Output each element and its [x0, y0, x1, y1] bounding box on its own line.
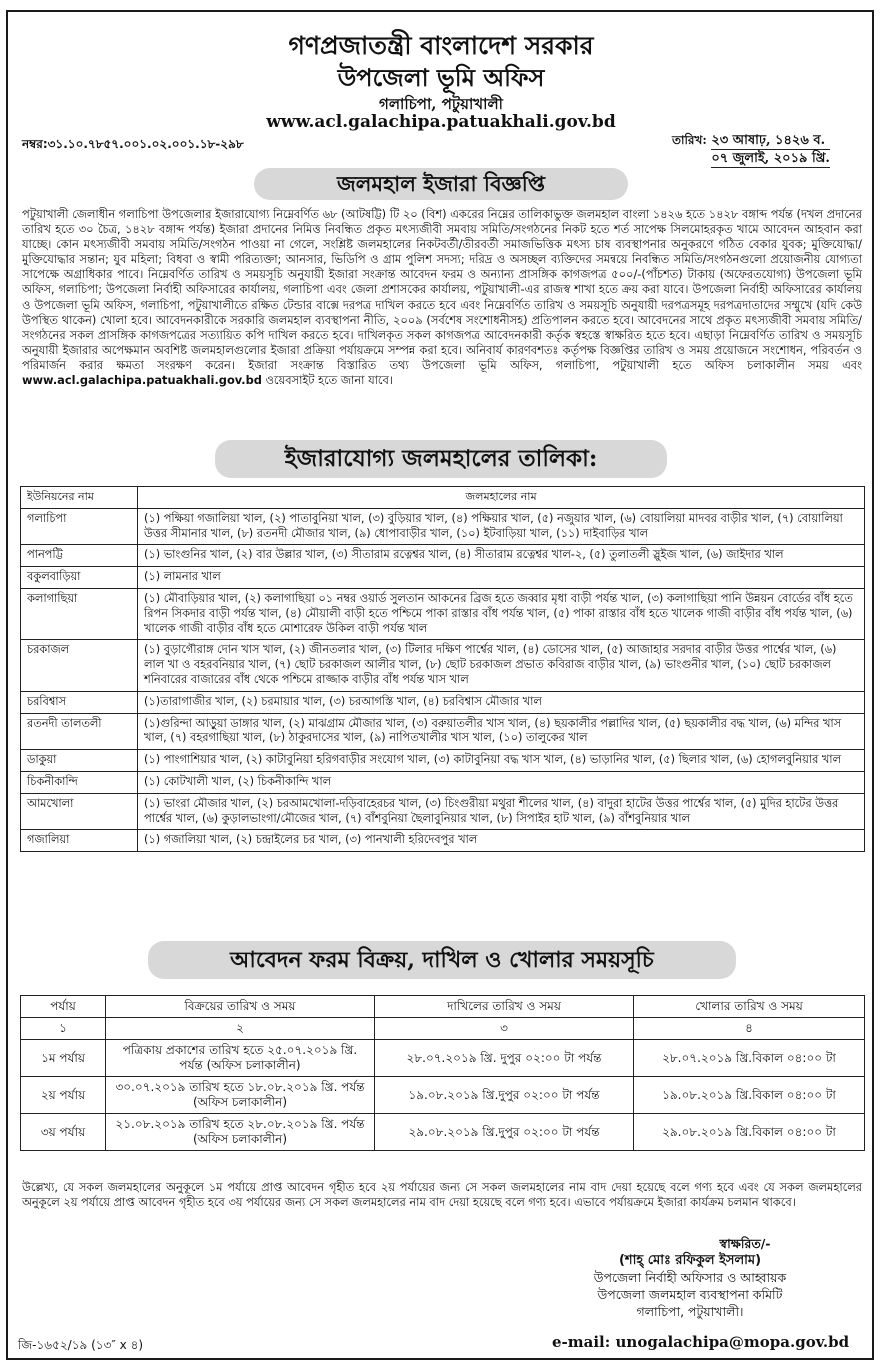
contact-email[interactable]: e-mail: unogalachipa@mopa.gov.bd	[552, 1333, 850, 1351]
waterbody-names: (১) কোটখালী খাল, (২) চিকনীকান্দি খাল	[138, 771, 865, 793]
govt-title: গণপ্রজাতন্ত্রী বাংলাদেশ সরকার	[288, 31, 594, 60]
waterbody-names: (১) পাংগাশিয়ার খাল, (২) কাটাবুনিয়া হরিগবাড়ীর সংযোগ খাল, (৩) কাটাবুনিয়া বদ্ধ খাস খাল, (৪) ভাড়ানির খাল, (৫) ছিলার খাল, (৬) হোগলবুনিয়ার খাল	[138, 750, 865, 772]
waterbody-table	[20, 486, 865, 852]
schedule-number: ৪	[634, 1018, 865, 1040]
table-row	[21, 793, 865, 830]
signatory-designation: উপজেলা নির্বাহী অফিসার ও আহ্বায়ক	[593, 1270, 787, 1285]
notice-body-link[interactable]: www.acl.galachipa.patuakhali.gov.bd	[22, 373, 262, 388]
notice-body-text: পটুয়াখালী জেলাধীন গলাচিপা উপজেলার ইজারাযোগ্য নিম্নেবর্ণিত ৬৮ (আটষট্টি) টি ২০ (বিশ) একরের নিম্নের তালিকাভুক্ত জলমহাল বাংলা ১৪২৬ হতে ১৪২৮ বঙ্গাব্দ পর্যন্ত (দখল প্রদানের তারিখ হতে ৩০ চৈত্র, ১৪২৮ বঙ্গাব্দ পর্যন্ত) ইজারা প্রদানের নিমিত্ত নিবন্ধিত প্রকৃত মৎস্যজীবী সমবায় সমিতি/সংগঠনের নিকট হতে শর্ত সাপেক্ষ সিলমোহরকৃত খামে আবেদন আহবান করা যাচ্ছে। কোন মৎস্যজীবী সমবায় সমিতি/সংগঠন পাওয়া না গেলে, সংশ্লিষ্ট জলমহালের নিকটবর্তী/তীরবর্তী সমাজভিত্তিক মৎস্য চাষ ব্যবস্থাপনার অনুকরণে গঠিত বেকার যুবক; মুক্তিযোদ্ধা/মুক্তিযোদ্ধার সন্তান; যুব মহিলা; বিধবা ও স্বামী পরিত্যক্তা; আনসার, ভিডিপি ও গ্রাম পুলিশ সদস্য; দরিদ্র ও অসচ্ছল ব্যক্তিদের সমন্বয়ে নিবন্ধিত সমিতি/সংগঠনগুলো প্রয়োজনীয় যোগ্যতা সাপেক্ষে অগ্রাধিকার পাবে। নিম্নেবর্ণিত তারিখ ও সময়সূচি অনুযায়ী ইজারা সংক্রান্ত আবেদন ফরম ও অন্যান্য প্রাসঙ্গিক কাগজপত্র ৫০০/-(পাঁচশত) টাকায় (অফেরতযোগ্য) উপজেলা ভূমি অফিস, গলাচিপা; উপজেলা নির্বাহী অফিসারের কার্যালয়, গলাচিপা এবং জেলা প্রশাসকের কার্যালয়, পটুয়াখালী-এর রাজস্ব শাখা হতে ক্রয় করা যাবে। উপজেলা নির্বাহী অফিসারের কার্যালয় ও উপজেলা ভূমি অফিস, গলাচিপা, পটুয়াখালীতে রক্ষিত টেন্ডার বাক্সে দরপত্র দাখিল করতে হবে এবং নিম্নেবর্ণিত তারিখ ও সময়সূচি অনুযায়ী দরপত্রসমূহ দরপত্রদাতাদের সম্মুখে (যদি কেউ উপস্থিত থাকেন) খোলা হবে। আবেদনকারীকে সরকারি জলমহাল ব্যবস্থাপনা নীতি, ২০০৯ (সর্বশেষ সংশোধনীসহ) প্রতিপালন করতে হবে। আবেদনের সাথে প্রকৃত মৎস্যজীবী সমবায় সমিতি/সংগঠনের সকল প্রাসঙ্গিক কাগজপত্রের সত্যায়িত কপি দাখিল করতে হবে। দাখিলকৃত সকল কাগজপত্র আবেদনকারী কর্তৃক স্বহস্তে স্বাক্ষরিত হতে হবে। এছাড়া নিম্নেবর্ণিত তারিখ ও সময়সূচি অনুযায়ী ইজারার অপেক্ষমান অবশিষ্ট জলমহালগুলোর ইজারা প্রক্রিয়া পর্যায়ক্রমে সম্পন্ন করা হবে। অনিবার্য কারণবশতঃ কর্তৃপক্ষ বিজ্ঞপ্তির তারিখ ও সময় প্রয়োজনে সংশোধন, পরিবর্তন ও পরিমার্জন করার ক্ষমতা সংরক্ষণ করেন। ইজারা সংক্রান্ত বিস্তারিত তথ্য উপজেলা ভূমি অফিস, গলাচিপা, পটুয়াখালী হতে অফিস চলাকালীন সময় এবং	[22, 207, 862, 372]
union-name: চরকাজল	[21, 640, 138, 691]
table-row	[21, 588, 865, 639]
notice-body	[22, 207, 862, 388]
schedule-sale: ২১.০৮.২০১৯ তারিখ হতে ২৮.০৮.২০১৯ খ্রি. পর্যন্ত (অফিস চলাকালীন)	[106, 1114, 375, 1151]
office-website[interactable]: www.acl.galachipa.patuakhali.gov.bd	[266, 112, 616, 132]
table-row	[21, 750, 865, 772]
notice-title: জলমহাল ইজারা বিজ্ঞপ্তি	[254, 168, 628, 200]
union-name: চিকনীকান্দি	[21, 771, 138, 793]
union-name: কলাগাছিয়া	[21, 588, 138, 639]
schedule-open: ১৯.০৮.২০১৯ খ্রি.বিকাল ০৪:০০ টা	[634, 1077, 865, 1114]
union-header: ইউনিয়নের নাম	[21, 487, 138, 509]
schedule-sale: পত্রিকায় প্রকাশের তারিখ হতে ২৫.০৭.২০১৯ খ্রি. পর্যন্ত (অফিস চলাকালীন)	[106, 1040, 375, 1077]
waterbody-names: (১) গজালিয়া খাল, (২) চন্দ্রাইলের চর খাল, (৩) পানখালী হরিদেবপুর খাল	[138, 830, 865, 852]
waterbody-header: জলমহালের নাম	[138, 487, 865, 509]
union-name: গলাচিপা	[21, 508, 138, 545]
schedule-submit: ১৯.০৮.২০১৯ খ্রি.দুপুর ০২:০০ টা পর্যন্ত	[375, 1077, 634, 1114]
schedule-number-row	[21, 1018, 865, 1040]
waterbody-names: (১) লামনার খাল	[138, 567, 865, 589]
union-name: বকুলবাড়িয়া	[21, 567, 138, 589]
office-title: উপজেলা ভূমি অফিস	[337, 63, 545, 92]
schedule-number: ৩	[375, 1018, 634, 1040]
union-name: ডাকুয়া	[21, 750, 138, 772]
schedule-phase: ১ম পর্যায়	[21, 1040, 106, 1077]
date-label: তারিখ:	[672, 133, 707, 147]
schedule-row	[21, 1114, 865, 1151]
union-name: পানপট্টি	[21, 545, 138, 567]
schedule-number: ১	[21, 1018, 106, 1040]
table-row	[21, 508, 865, 545]
table-row	[21, 640, 865, 691]
table-row	[21, 713, 865, 750]
waterbody-names: (১)তারাগাজীর খাল, (২) চরমায়ার খাল, (৩) চরআগস্তি খাল, (৪) চরবিশ্বাস মৌজার খাল	[138, 691, 865, 713]
waterbody-names: (১) ভাংরা মৌজার খাল, (২) চরআমখোলা-দড়িবাহেরচর খাল, (৩) চিংগুরীয়া মথুরা শীলের খাল, (৪) বাদুরা হাটের উত্তর পার্শ্বের খাল, (৫) মুদির হাটের উত্তর পার্শ্বের খাল, (৬) কুড়ালভাংগা/মৌজের খাল, (৭) বাঁশবুনিয়া ছৈলাবুনিয়ার খাল, (৮) সিপাইর হাট খাল, (৯) বাঁশবুনিয়ার খাল	[138, 793, 865, 830]
table-row	[21, 830, 865, 852]
schedule-open: ২৮.০৭.২০১৯ খ্রি.বিকাল ০৪:০০ টা	[634, 1040, 865, 1077]
table-header-row	[21, 487, 865, 509]
date-block	[672, 132, 830, 168]
date-english: ০৭ জুলাই, ২০১৯ খ্রি.	[711, 151, 830, 166]
waterbody-names: (১) বুড়াগৌরাঙ্গ দোন খাস খাল, (২) জীনতলার খাল, (৩) টিলার দক্ষিণ পার্শ্বের খাল, (৪) ডোসের খাল, (৫) আজাহার সরদার বাড়ীর উত্তর পার্শ্বের খাল, (৬) লাল খা ও বহরবনিয়ার খাল, (৭) ছোট চরকাজল আলীর খাল, (৮) ছোট চরকাজল প্রভাত কবিরাজ বাড়ীর খাল, (৯) ভাংগুনীর খাল, (১০) ছোট চরকাজল শনিবারের বাজারের বাঁধ থেকে পশ্চিমে রাজ্জাক বাড়ীর বাঁধ পর্যন্ত খাস খাল	[138, 640, 865, 691]
schedule-row	[21, 1040, 865, 1077]
waterbody-names: (১) মৌবাড়িয়ার খাল, (২) কলাগাছিয়া ০১ নম্বর ওয়ার্ড সুলতান আকনের ব্রিজ হতে জব্বার মৃধা বাড়ী পর্যন্ত খাল, (৩) কলাগাছিয়া পানি উন্নয়ন বোর্ডের বাঁধ হতে রিপন সিকদার বাড়ী পর্যন্ত খাল, (৪) মৌয়ালী বাড়ী হতে পশ্চিমে পাকা রাস্তার বাঁধ পর্যন্ত খাল, (৫) পাকা রাস্তার বাঁধ হতে খালেক গাজী বাড়ীর বাঁধ পর্যন্ত খাল, (৬) খালেক গাজী বাড়ীর বাঁধ হতে মোশারেফ উকিল বাড়ী পর্যন্ত খাল	[138, 588, 865, 639]
schedule-phase: ২য় পর্যায়	[21, 1077, 106, 1114]
date-bangla: ২৩ আষাঢ়, ১৪২৬ ব.	[711, 132, 830, 150]
signatory-place: গলাচিপা, পটুয়াখালী।	[636, 1304, 744, 1319]
schedule-note: উল্লেখ্য, যে সকল জলমহালের অনুকূলে ১ম পর্যায়ে প্রাপ্ত আবেদন গৃহীত হবে ২য় পর্যায়ের জন্য সে সকল জলমহালের নাম বাদ দেয়া হয়েছে বলে গণ্য হবে এবং যে সকল জলমহালের অনুকূলে ২য় পর্যায়ে প্রাপ্ত আবেদন গৃহীত হবে ৩য় পর্যায়ের জন্য সে সকল জলমহালের নাম বাদ দেয়া হয়েছে বলে গণ্য হবে। এভাবে পর্যায়ক্রমে ইজারা কার্যক্রম চলমান থাকবে।	[22, 1180, 862, 1210]
waterbody-names: (১)গুরিন্দা আড়ুয়া ডাঙ্গার খাল, (২) মাঝগ্রাম মৌজার খাল, (৩) বরুয়াতলীর খাস খাল, (৪) ছয়কালীর পল্লাদির খাল, (৫) ছয়কালীর বদ্ধ খাল, (৬) মন্দির খাস খাল, (৭) বহরগাছিয়া খাল, (৮) ঠাকুরদাসের খাল, (৯) নাপিতখালীর খাস খাল, (১০) তালুকের খাল	[138, 713, 865, 750]
date-values	[711, 132, 830, 168]
schedule-header-phase: পর্যায়	[21, 996, 106, 1018]
office-location: গলাচিপা, পটুয়াখালী	[379, 95, 503, 113]
schedule-number: ২	[106, 1018, 375, 1040]
schedule-title: আবেদন ফরম বিক্রয়, দাখিল ও খোলার সময়সূচি	[148, 941, 736, 979]
schedule-sale: ৩০.০৭.২০১৯ তারিখ হতে ১৮.০৮.২০১৯ খ্রি. পর্যন্ত (অফিস চলাকালীন)	[106, 1077, 375, 1114]
footer-code: জি-১৬৫২/১৯ (১৩″ x ৪)	[18, 1338, 144, 1352]
schedule-header-submit: দাখিলের তারিখ ও সময়	[375, 996, 634, 1018]
schedule-table	[20, 995, 865, 1151]
union-name: গজালিয়া	[21, 830, 138, 852]
memo-number: নম্বর:৩১.১০.৭৮৫৭.০০১.০২.০০১.১৮-২৯৮	[22, 137, 244, 151]
union-name: আমখোলা	[21, 793, 138, 830]
signed-label: স্বাক্ষরিত/-	[719, 1236, 771, 1251]
top-cut-strip	[0, 0, 882, 6]
schedule-header-sale: বিক্রয়ের তারিখ ও সময়	[106, 996, 375, 1018]
schedule-header-open: খোলার তারিখ ও সময়	[634, 996, 865, 1018]
schedule-open: ২৯.০৮.২০১৯ খ্রি.বিকাল ০৪:০০ টা	[634, 1114, 865, 1151]
waterbody-names: (১) পক্ষিয়া গজালিয়া খাল, (২) পাতাবুনিয়া খাল, (৩) বুড়িয়ার খাল, (৪) পক্ষিয়ার খাল, (৫) নজুয়ার খাল, (৬) বোয়ালিয়া মাদবর বাড়ীর খাল, (৭) বোয়ালিয়া উত্তর সীমানার খাল, (৮) রতনদী মৌজার খাল, (৯) ধোপাবাড়ীর খাল, (১০) ইটবাড়িয়া খাল, (১১) দাইবাড়ির খাল	[138, 508, 865, 545]
table-row	[21, 691, 865, 713]
union-name: চরবিশ্বাস	[21, 691, 138, 713]
table-row	[21, 567, 865, 589]
notice-body-end: ওয়েবসাইট হতে জানা যাবে।	[265, 373, 393, 388]
schedule-header-row	[21, 996, 865, 1018]
schedule-phase: ৩য় পর্যায়	[21, 1114, 106, 1151]
table-row	[21, 545, 865, 567]
waterbody-names: (১) ভাংগুনির খাল, (২) বার উল্লার খাল, (৩) সীতারাম রত্নেশ্বর খাল, (৪) সীতারাম রত্নেশ্বর খাল-২, (৫) তুলাতলী স্লুইজ খাল, (৬) জাইদার খাল	[138, 545, 865, 567]
signatory-name: (শাহ্ মোঃ রফিকুল ইসলাম)	[618, 1253, 762, 1268]
table-row	[21, 771, 865, 793]
schedule-submit: ২৯.০৮.২০১৯ খ্রি.দুপুর ০২:০০ টা পর্যন্ত	[375, 1114, 634, 1151]
schedule-row	[21, 1077, 865, 1114]
signature-block	[512, 1235, 868, 1320]
schedule-submit: ২৮.০৭.২০১৯ খ্রি. দুপুর ০২:০০ টা পর্যন্ত	[375, 1040, 634, 1077]
committee-name: উপজেলা জলমহাল ব্যবস্থাপনা কমিটি	[597, 1287, 783, 1302]
union-name: রতনদী তালতলী	[21, 713, 138, 750]
list-title: ইজারাযোগ্য জলমহালের তালিকা:	[215, 440, 667, 478]
